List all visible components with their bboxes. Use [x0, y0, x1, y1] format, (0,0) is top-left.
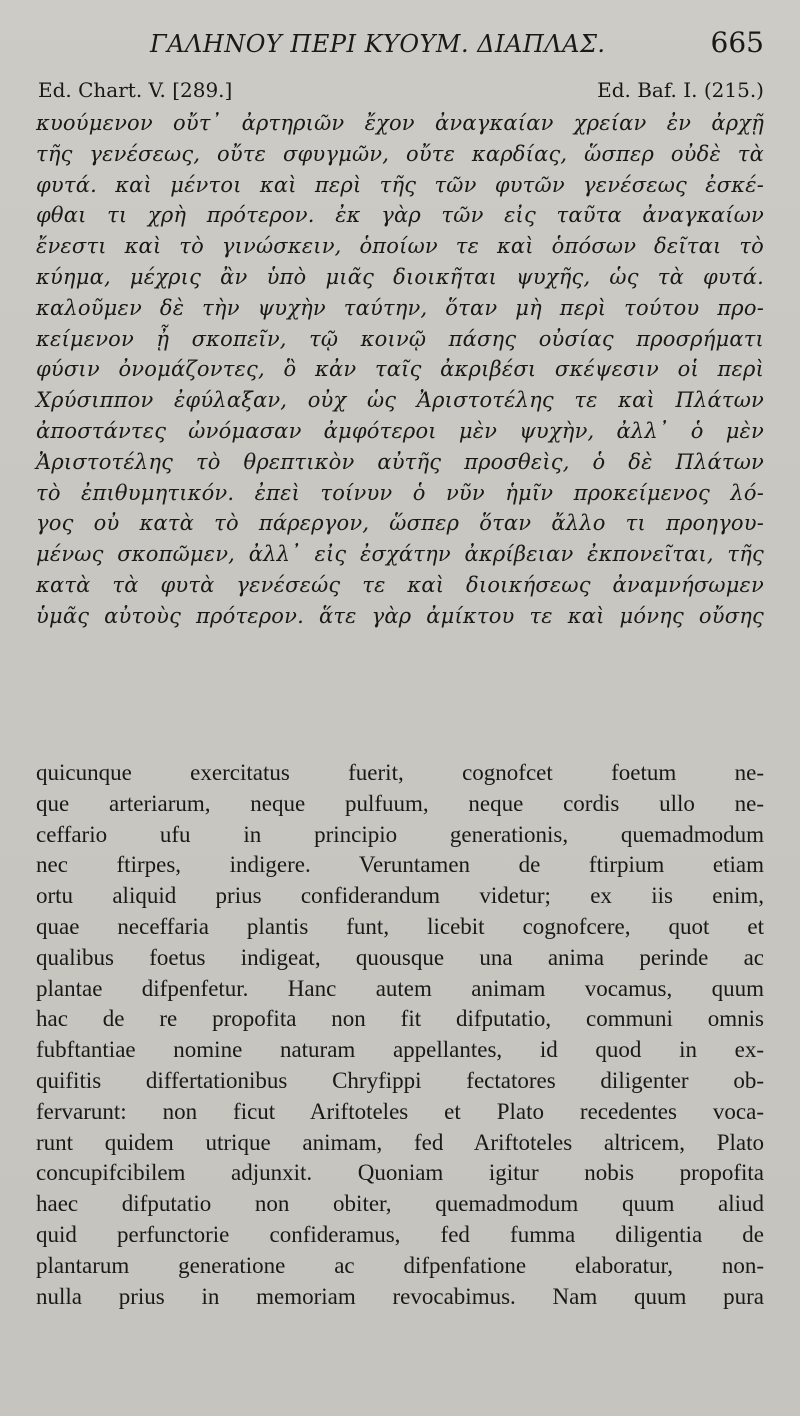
- greek-text-line: κείμενον ᾖ σκοπεῖν, τῷ κοινῷ πάσης οὐσίας προσρήματι: [36, 326, 764, 351]
- page-number: 665: [710, 26, 764, 59]
- greek-text-line: φυτά. καὶ μέντοι καὶ περὶ τῆς τῶν φυτῶν γενέσεως ἐσκέ-: [36, 172, 764, 197]
- latin-text-line: quifitis differtationibus Chryfippi fectatores diligenter ob-: [36, 1067, 764, 1093]
- latin-text-line: concupifcibilem adjunxit. Quoniam igitur nobis propofita: [36, 1160, 764, 1186]
- greek-text-line: Ἀριστοτέλης τὸ θρεπτικὸν αὐτῆς προσθεὶς, ὁ δὲ Πλάτων: [36, 449, 764, 474]
- latin-text-line: que arteriarum, neque pulfuum, neque cordis ullo ne-: [36, 790, 764, 816]
- greek-text-line: κατὰ τὰ φυτὰ γενέσεώς τε καὶ διοικήσεως ἀναμνήσωμεν: [36, 572, 764, 597]
- latin-text-line: plantae difpenfetur. Hanc autem animam vocamus, quum: [36, 975, 764, 1001]
- latin-text-line: fervarunt: non ficut Ariftoteles et Plato recedentes voca-: [36, 1098, 764, 1124]
- latin-text-line: quicunque exercitatus fuerit, cognofcet foetum ne-: [36, 760, 764, 785]
- greek-text-line: ὑμᾶς αὐτοὺς πρότερον. ἅτε γὰρ ἀμίκτου τε καὶ μόνης οὔσης: [36, 603, 764, 628]
- latin-text-block: [36, 758, 764, 1312]
- latin-text-line: haec difputatio non obiter, quemadmodum quum aliud: [36, 1191, 764, 1217]
- latin-text-line: qualibus foetus indigeat, quousque una anima perinde ac: [36, 944, 764, 970]
- latin-text-line: quae neceffaria plantis funt, licebit cognofcere, quot et: [36, 913, 764, 939]
- greek-text-line: Χρύσιππον ἐφύλαξαν, οὐχ ὡς Ἀριστοτέλης τε καὶ Πλάτων: [36, 388, 764, 413]
- greek-text-block: [36, 108, 764, 632]
- greek-text-line: μένως σκοπῶμεν, ἀλλ᾽ εἰς ἐσχάτην ἀκρίβειαν ἐκπονεῖται, τῆς: [36, 542, 764, 567]
- greek-text-line: ἀποστάντες ὠνόμασαν ἀμφότεροι μὲν ψυχὴν, ἀλλ᾽ ὁ μὲν: [36, 418, 764, 443]
- greek-text-line: τῆς γενέσεως, οὔτε σφυγμῶν, οὔτε καρδίας, ὥσπερ οὐδὲ τὰ: [36, 141, 764, 166]
- greek-text-line: ἔνεστι καὶ τὸ γινώσκειν, ὁποίων τε καὶ ὁπόσων δεῖται τὸ: [36, 234, 764, 259]
- latin-text-line: ortu aliquid prius confiderandum videtur; ex iis enim,: [36, 883, 764, 909]
- latin-text-line: fubftantiae nomine naturam appellantes, id quod in ex-: [36, 1037, 764, 1063]
- latin-text-line: plantarum generatione ac difpenfatione elaboratur, non-: [36, 1252, 764, 1278]
- latin-text-line: quid perfunctorie confideramus, fed fumma diligentia de: [36, 1221, 764, 1247]
- latin-text-line: nec ftirpes, indigere. Veruntamen de ftirpium etiam: [36, 852, 764, 878]
- latin-text-line: runt quidem utrique animam, fed Ariftoteles altricem, Plato: [36, 1129, 764, 1155]
- edition-reference-chartier: Ed. Chart. V. [289.]: [38, 78, 233, 102]
- greek-text-line: φθαι τι χρὴ πρότερον. ἐκ γὰρ τῶν εἰς ταῦτα ἀναγκαίων: [36, 203, 764, 228]
- greek-text-line: κυούμενον οὔτ᾽ ἀρτηριῶν ἔχον ἀναγκαίαν χρείαν ἐν ἀρχῇ: [36, 111, 764, 135]
- edition-reference-basel: Ed. Baf. I. (215.): [597, 78, 764, 102]
- latin-text-line: hac de re propofita non fit difputatio, communi omnis: [36, 1006, 764, 1032]
- greek-text-line: φύσιν ὀνομάζοντες, ὃ κἀν ταῖς ἀκριβέσι σκέψεσιν οἱ περὶ: [36, 357, 764, 382]
- greek-text-line: τὸ ἐπιθυμητικόν. ἐπεὶ τοίνυν ὁ νῦν ἡμῖν προκείμενος λό-: [36, 480, 764, 505]
- latin-text-line: nulla prius in memoriam revocabimus. Nam quum pura: [36, 1283, 764, 1309]
- greek-text-line: κύημα, μέχρις ἂν ὑπὸ μιᾶς διοικῆται ψυχῆς, ὡς τὰ φυτά.: [36, 264, 764, 289]
- running-head-title: ΓΑΛΗΝΟΥ ΠΕΡΙ ΚΥΟΥΜ. ΔΙΑΠΛΑΣ.: [150, 30, 606, 58]
- greek-text-line: γος οὐ κατὰ τὸ πάρεργον, ὥσπερ ὅταν ἄλλο τι προηγου-: [36, 511, 764, 536]
- latin-text-line: ceffario ufu in principio generationis, quemadmodum: [36, 821, 764, 847]
- greek-text-line: καλοῦμεν δὲ τὴν ψυχὴν ταύτην, ὅταν μὴ περὶ τούτου προ-: [36, 295, 764, 320]
